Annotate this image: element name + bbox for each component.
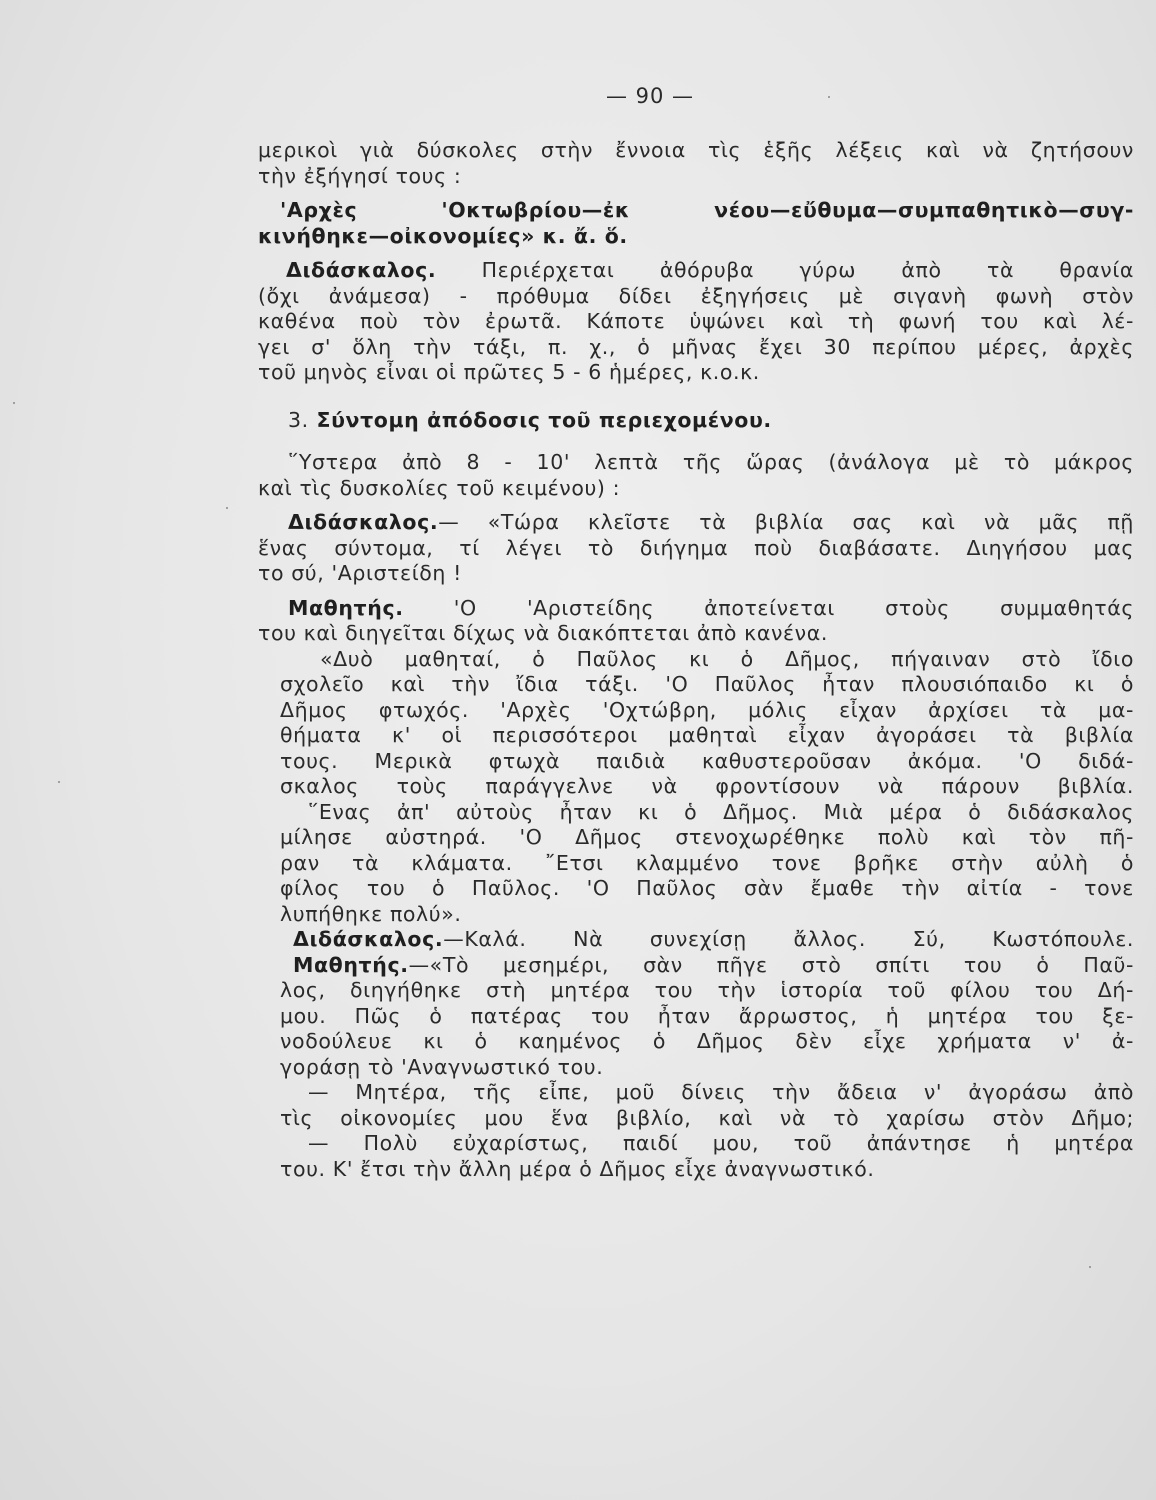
story-line: ραν τὰ κλάματα. ῎Ετσι κλαμμένο τονε βρῆκε στὴν αὐλὴ ὁ: [280, 850, 1134, 875]
story-line: γοράσῃ τὸ 'Αναγνωστικό του.: [280, 1054, 604, 1079]
speaker-student: Μαθητής.: [293, 952, 409, 977]
text-line: μερικοὶ γιὰ δύσκολες στὴν ἔννοια τὶς ἑξῆς λέξεις καὶ νὰ ζητήσουν: [258, 138, 1134, 162]
page-number: — 90 —: [605, 84, 695, 108]
scan-speck: [58, 781, 60, 783]
story-line: τους. Μερικὰ φτωχὰ παιδιὰ καθυστεροῦσαν ἀκόμα. 'Ο διδά-: [280, 748, 1134, 773]
speaker-teacher: Διδάσκαλος.: [286, 258, 437, 282]
section-title: Σύντομη ἀπόδοσις τοῦ περιεχομένου.: [308, 407, 772, 432]
text-line: ἕνας σύντομα, τί λέγει τὸ διήγημα ποὺ διαβάσατε. Διηγήσου μας: [258, 535, 1134, 560]
section-heading: [258, 408, 1134, 434]
story-line: λος, διηγήθηκε στὴ μητέρα του τὴν ἱστορία τοῦ φίλου του Δή-: [280, 978, 1134, 1002]
text-line: το σύ, 'Αριστείδη !: [258, 561, 462, 585]
paragraph-line: Διδάσκαλος.— «Τώρα κλεῖστε τὰ βιβλία σας καὶ νὰ μᾶς πῇ: [288, 510, 1134, 534]
dialogue-line: — Μητέρα, τῆς εἶπε, μοῦ δίνεις τὴν ἄδεια ν' ἀγοράσω ἀπὸ: [308, 1080, 1134, 1104]
story-line: λυπήθηκε πολύ».: [280, 901, 462, 926]
section-number: 3.: [288, 407, 309, 432]
story-line: φίλος του ὁ Παῦλος. 'Ο Παῦλος σὰν ἔμαθε τὴν αἰτία - τονε: [280, 876, 1134, 900]
speaker-student: Μαθητής.: [288, 595, 404, 620]
text-line: (ὄχι ἀνάμεσα) - πρόθυμα δίδει ἐξηγήσεις μὲ σιγανὴ φωνὴ στὸν: [258, 283, 1134, 308]
paragraph-line: Μαθητής. 'Ο 'Αριστείδης ἀποτείνεται στοὺς συμμαθητάς: [288, 595, 1134, 620]
text-line: τὴν ἐξήγησί τους :: [258, 163, 462, 188]
scan-speck: [226, 507, 228, 509]
speaker-teacher: Διδάσκαλος.: [288, 510, 439, 534]
story-line: θήματα κ' οἱ περισσότεροι μαθηταὶ εἶχαν ἀγοράσει τὰ βιβλία: [280, 723, 1134, 747]
story-line: μίλησε αὐστηρά. 'Ο Δῆμος στενοχωρέθηκε πολὺ καὶ τὸν πῆ-: [280, 825, 1134, 849]
story-line: Δῆμος φτωχός. 'Αρχὲς 'Οχτώβρη, μόλις εἶχαν ἀρχίσει τὰ μα-: [280, 697, 1134, 722]
text-line: τοῦ μηνὸς εἶναι οἱ πρῶτες 5 - 6 ἡμέρες, κ.ο.κ.: [258, 360, 760, 384]
speaker-teacher: Διδάσκαλος.: [293, 927, 444, 951]
text-line: ῞Υστερα ἀπὸ 8 - 10' λεπτὰ τῆς ὥρας (ἀνάλογα μὲ τὸ μάκρος: [288, 450, 1134, 474]
scan-speck: [828, 96, 830, 98]
story-line: σκαλος τοὺς παράγγελνε νὰ φροντίσουν νὰ πάρουν βιβλία.: [280, 774, 1134, 798]
story-line: «Δυὸ μαθηταί, ὁ Παῦλος κι ὁ Δῆμος, πήγαιναν στὸ ἴδιο: [320, 646, 1134, 671]
paragraph-line: Διδάσκαλος. Περιέρχεται ἀθόρυβα γύρω ἀπὸ τὰ θρανία: [286, 258, 1134, 282]
text-line: του καὶ διηγεῖται δίχως νὰ διακόπτεται ἀπὸ κανένα.: [258, 621, 828, 645]
story-line: σχολεῖο καὶ τὴν ἴδια τάξι. 'Ο Παῦλος ἦταν πλουσιόπαιδο κι ὁ: [280, 672, 1134, 696]
scan-speck: [13, 402, 15, 404]
story-line: μου. Πῶς ὁ πατέρας του ἦταν ἄρρωστος, ἡ μητέρα του ξε-: [280, 1003, 1134, 1028]
story-line: νοδούλευε κι ὁ καημένος ὁ Δῆμος δὲν εἶχε χρήματα ν' ἀ-: [280, 1029, 1134, 1053]
vocabulary-list: κινήθηκε—οἰκονομίες» κ. ἄ. ὅ.: [258, 223, 628, 248]
dialogue-line: — Πολὺ εὐχαρίστως, παιδί μου, τοῦ ἀπάντησε ἡ μητέρα: [308, 1131, 1134, 1155]
text-line: γει σ' ὅλη τὴν τάξι, π. χ., ὁ μῆνας ἔχει 30 περίπου μέρες, ἀρχὲς: [258, 334, 1134, 359]
scan-speck: [1089, 1266, 1091, 1268]
text-line: καθένα ποὺ τὸν ἐρωτᾶ. Κάποτε ὑψώνει καὶ τὴ φωνή του καὶ λέ-: [258, 309, 1134, 333]
body-text: [258, 138, 1134, 1182]
story-line: ῞Ενας ἀπ' αὐτοὺς ἦταν κι ὁ Δῆμος. Μιὰ μέρα ὁ διδάσκαλος: [308, 799, 1134, 824]
text-line: καὶ τὶς δυσκολίες τοῦ κειμένου) :: [258, 475, 621, 500]
paragraph-line: Μαθητής.—«Τὸ μεσημέρι, σὰν πῆγε στὸ σπίτι του ὁ Παῦ-: [293, 952, 1134, 977]
story-line: τὶς οἰκονομίες μου ἕνα βιβλίο, καὶ νὰ τὸ χαρίσω στὸν Δῆμο;: [280, 1105, 1134, 1130]
story-line: του. Κ' ἔτσι τὴν ἄλλη μέρα ὁ Δῆμος εἶχε ἀναγνωστικό.: [280, 1156, 875, 1181]
paragraph-line: Διδάσκαλος.—Καλά. Νὰ συνεχίσῃ ἄλλος. Σύ, Κωστόπουλε.: [293, 927, 1134, 951]
vocabulary-list: 'Αρχὲς 'Οκτωβρίου—ἐκ νέου—εὔθυμα—συμπαθητικὸ—συγ-: [280, 198, 1134, 222]
